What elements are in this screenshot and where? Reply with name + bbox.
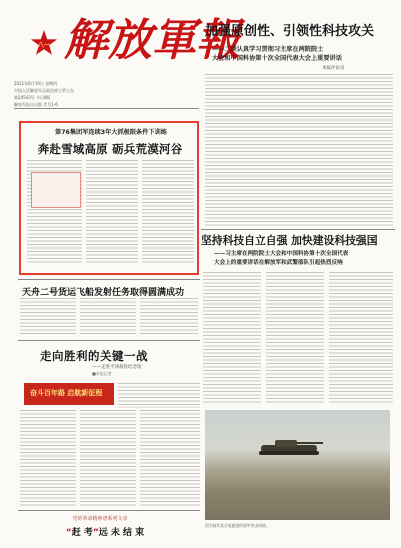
meta-line: 第24543号 今日8版 <box>14 95 51 100</box>
subhead-line: 大会上的重要讲话在解放军和武警部队引起热烈反响 <box>214 259 343 266</box>
masthead-title: 解放軍報 <box>64 15 240 66</box>
section-divider <box>18 510 200 511</box>
feature-body <box>86 160 138 265</box>
tank-icon <box>255 438 325 456</box>
meta-line: 中国人民解放军总政治部主管主办 <box>14 88 74 93</box>
history-story-body <box>20 410 76 506</box>
section-divider <box>201 229 395 230</box>
science-story-subhead <box>214 250 394 267</box>
science-story-headline[interactable]: 坚持科技自立自强 加快建设科技强国 <box>201 234 378 247</box>
column-banner-text: 奋斗百年路 启航新征程 <box>30 389 103 397</box>
space-story-headline[interactable]: 天舟二号货运飞船发射任务取得圆满成功 <box>22 288 185 298</box>
history-story-subhead: ——走进平津战役纪念馆 <box>92 365 142 370</box>
svg-text:八一: 八一 <box>37 42 51 49</box>
masthead-divider <box>14 108 199 109</box>
science-story-body <box>203 272 261 404</box>
history-story-byline: ■本报记者 <box>92 371 112 376</box>
column-title[interactable] <box>55 525 155 538</box>
feature-body <box>142 160 194 265</box>
top-story-author: 本报评论员 <box>322 66 345 71</box>
masthead-meta <box>14 80 194 108</box>
section-divider <box>18 340 200 341</box>
section-divider <box>18 279 200 280</box>
red-star-icon <box>30 29 58 57</box>
meta-line: 2021年6月10日 星期四 <box>14 81 58 86</box>
column-series-label: 党的革命精神谱系列文章 <box>72 516 128 522</box>
top-story-subhead <box>212 45 392 63</box>
top-story-headline[interactable]: 加强原创性、引领性科技攻关 <box>205 24 375 39</box>
space-story-body <box>20 298 76 336</box>
photo-caption: 图为陆军某合成旅组织装甲突击训练。 <box>205 523 270 528</box>
space-story-body <box>140 298 198 336</box>
history-story-headline[interactable]: 走向胜利的关键一战 <box>40 349 148 363</box>
quote-open: “ <box>65 528 72 538</box>
history-story-body <box>140 410 200 506</box>
science-story-body <box>266 272 324 404</box>
column-title-keyword: 赶 考 <box>71 528 93 538</box>
top-story-body <box>205 74 393 226</box>
feature-callout <box>31 172 81 208</box>
history-story-body <box>80 410 136 506</box>
feature-kicker: 第76集团军连续3年大抓极限条件下训练 <box>55 129 167 136</box>
front-photo[interactable] <box>205 410 390 520</box>
history-story-body <box>118 383 200 408</box>
feature-headline[interactable]: 奔赴雪域高原 砺兵荒漠河谷 <box>37 142 183 156</box>
quote-close: ” <box>92 528 99 538</box>
subhead-line: ——二谈认真学习贯彻习主席在两院院士 <box>212 46 324 53</box>
meta-line: 解放军报社出版 代号1-6 <box>14 102 58 107</box>
column-title-rest: 远 未 结 束 <box>98 528 145 538</box>
subhead-line: ——习主席在两院院士大会和中国科协第十次全国代表 <box>214 251 349 257</box>
subhead-line: 大会和中国科协第十次全国代表大会上重要讲话 <box>212 55 342 62</box>
space-story-body <box>80 298 136 336</box>
science-story-body <box>329 272 393 404</box>
